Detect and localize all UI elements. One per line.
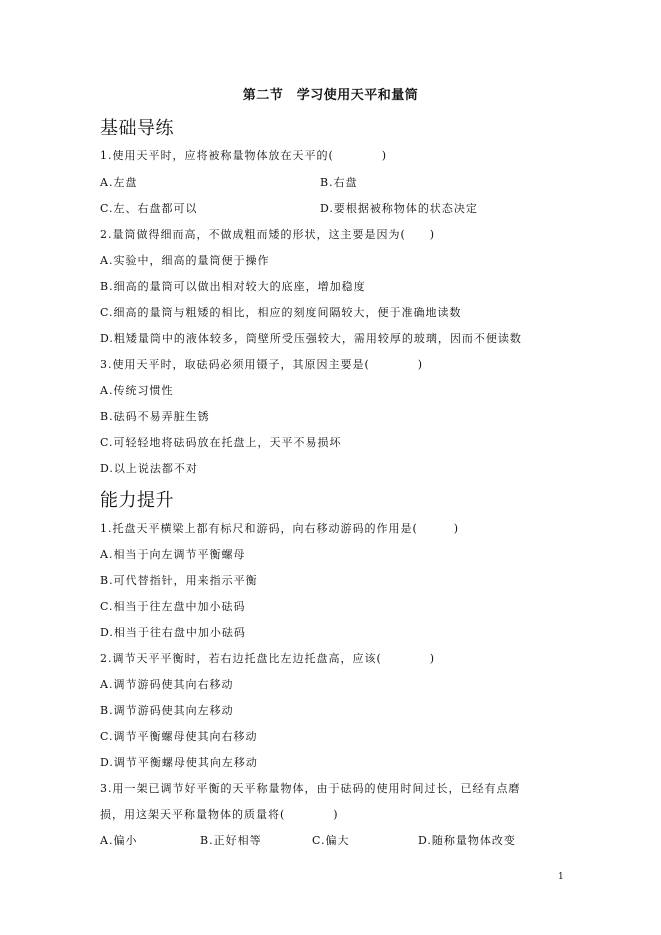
option-a: A.传统习惯性	[100, 384, 174, 397]
option-d: D.粗矮量筒中的液体较多，筒壁所受压强较大，需用较厚的玻璃，因而不便读数	[100, 332, 522, 345]
option-c: C.偏大	[312, 834, 350, 847]
option-a: A.调节游码使其向右移动	[100, 678, 234, 691]
question-stem-1: 1.托盘天平横梁上都有标尺和游码，向右移动游码的作用是( )	[100, 522, 460, 535]
option-b: B.砝码不易弄脏生锈	[100, 410, 210, 423]
page-title: 第二节 学习使用天平和量筒	[242, 88, 419, 103]
question-stem-3-line-1: 3.用一架已调节好平衡的天平称量物体，由于砝码的使用时间过长，已经有点磨	[100, 782, 521, 795]
option-b: B.正好相等	[200, 834, 262, 847]
option-b: B.细高的量筒可以做出相对较大的底座，增加稳度	[100, 280, 366, 293]
question-stem-3-line-2: 损，用这架天平称量物体的质量将( )	[100, 808, 339, 821]
option-row-q1-cd	[100, 200, 570, 216]
option-d: D.调节平衡螺母使其向左移动	[100, 756, 258, 769]
option-d: D.要根据被称物体的状态决定	[320, 202, 478, 215]
option-c: C.相当于往左盘中加小砝码	[100, 600, 246, 613]
option-c: C.细高的量筒与粗矮的相比，相应的刻度间隔较大，便于准确地读数	[100, 306, 462, 319]
option-c: C.左、右盘都可以	[100, 202, 198, 215]
option-c: C.调节平衡螺母使其向右移动	[100, 730, 258, 743]
option-a: A.实验中，细高的量筒便于操作	[100, 254, 270, 267]
option-b: B.右盘	[320, 176, 358, 189]
question-stem-1: 1.使用天平时，应将被称量物体放在天平的( )	[100, 149, 388, 162]
option-c: C.可轻轻地将砝码放在托盘上，天平不易损坏	[100, 436, 342, 449]
option-d: D.以上说法都不对	[100, 462, 198, 475]
option-row-q1-ab	[100, 174, 570, 190]
option-d: D.随称量物体改变	[418, 834, 516, 847]
option-a: A.左盘	[100, 176, 138, 189]
section-heading-basic: 基础导练	[100, 118, 174, 139]
option-b: B.调节游码使其向左移动	[100, 704, 234, 717]
section-heading-ability: 能力提升	[100, 490, 174, 511]
option-b: B.可代替指针，用来指示平衡	[100, 574, 258, 587]
option-d: D.相当于往右盘中加小砝码	[100, 626, 246, 639]
option-a: A.相当于向左调节平衡螺母	[100, 548, 246, 561]
option-row-p3	[100, 832, 570, 848]
question-stem-3: 3.使用天平时，取砝码必须用镊子，其原因主要是( )	[100, 358, 424, 371]
question-stem-2: 2.调节天平平衡时，若右边托盘比左边托盘高，应该( )	[100, 652, 436, 665]
option-a: A.偏小	[100, 834, 138, 847]
page-number: 1	[558, 872, 564, 882]
question-stem-2: 2.量筒做得细而高，不做成粗而矮的形状，这主要是因为( )	[100, 228, 436, 241]
